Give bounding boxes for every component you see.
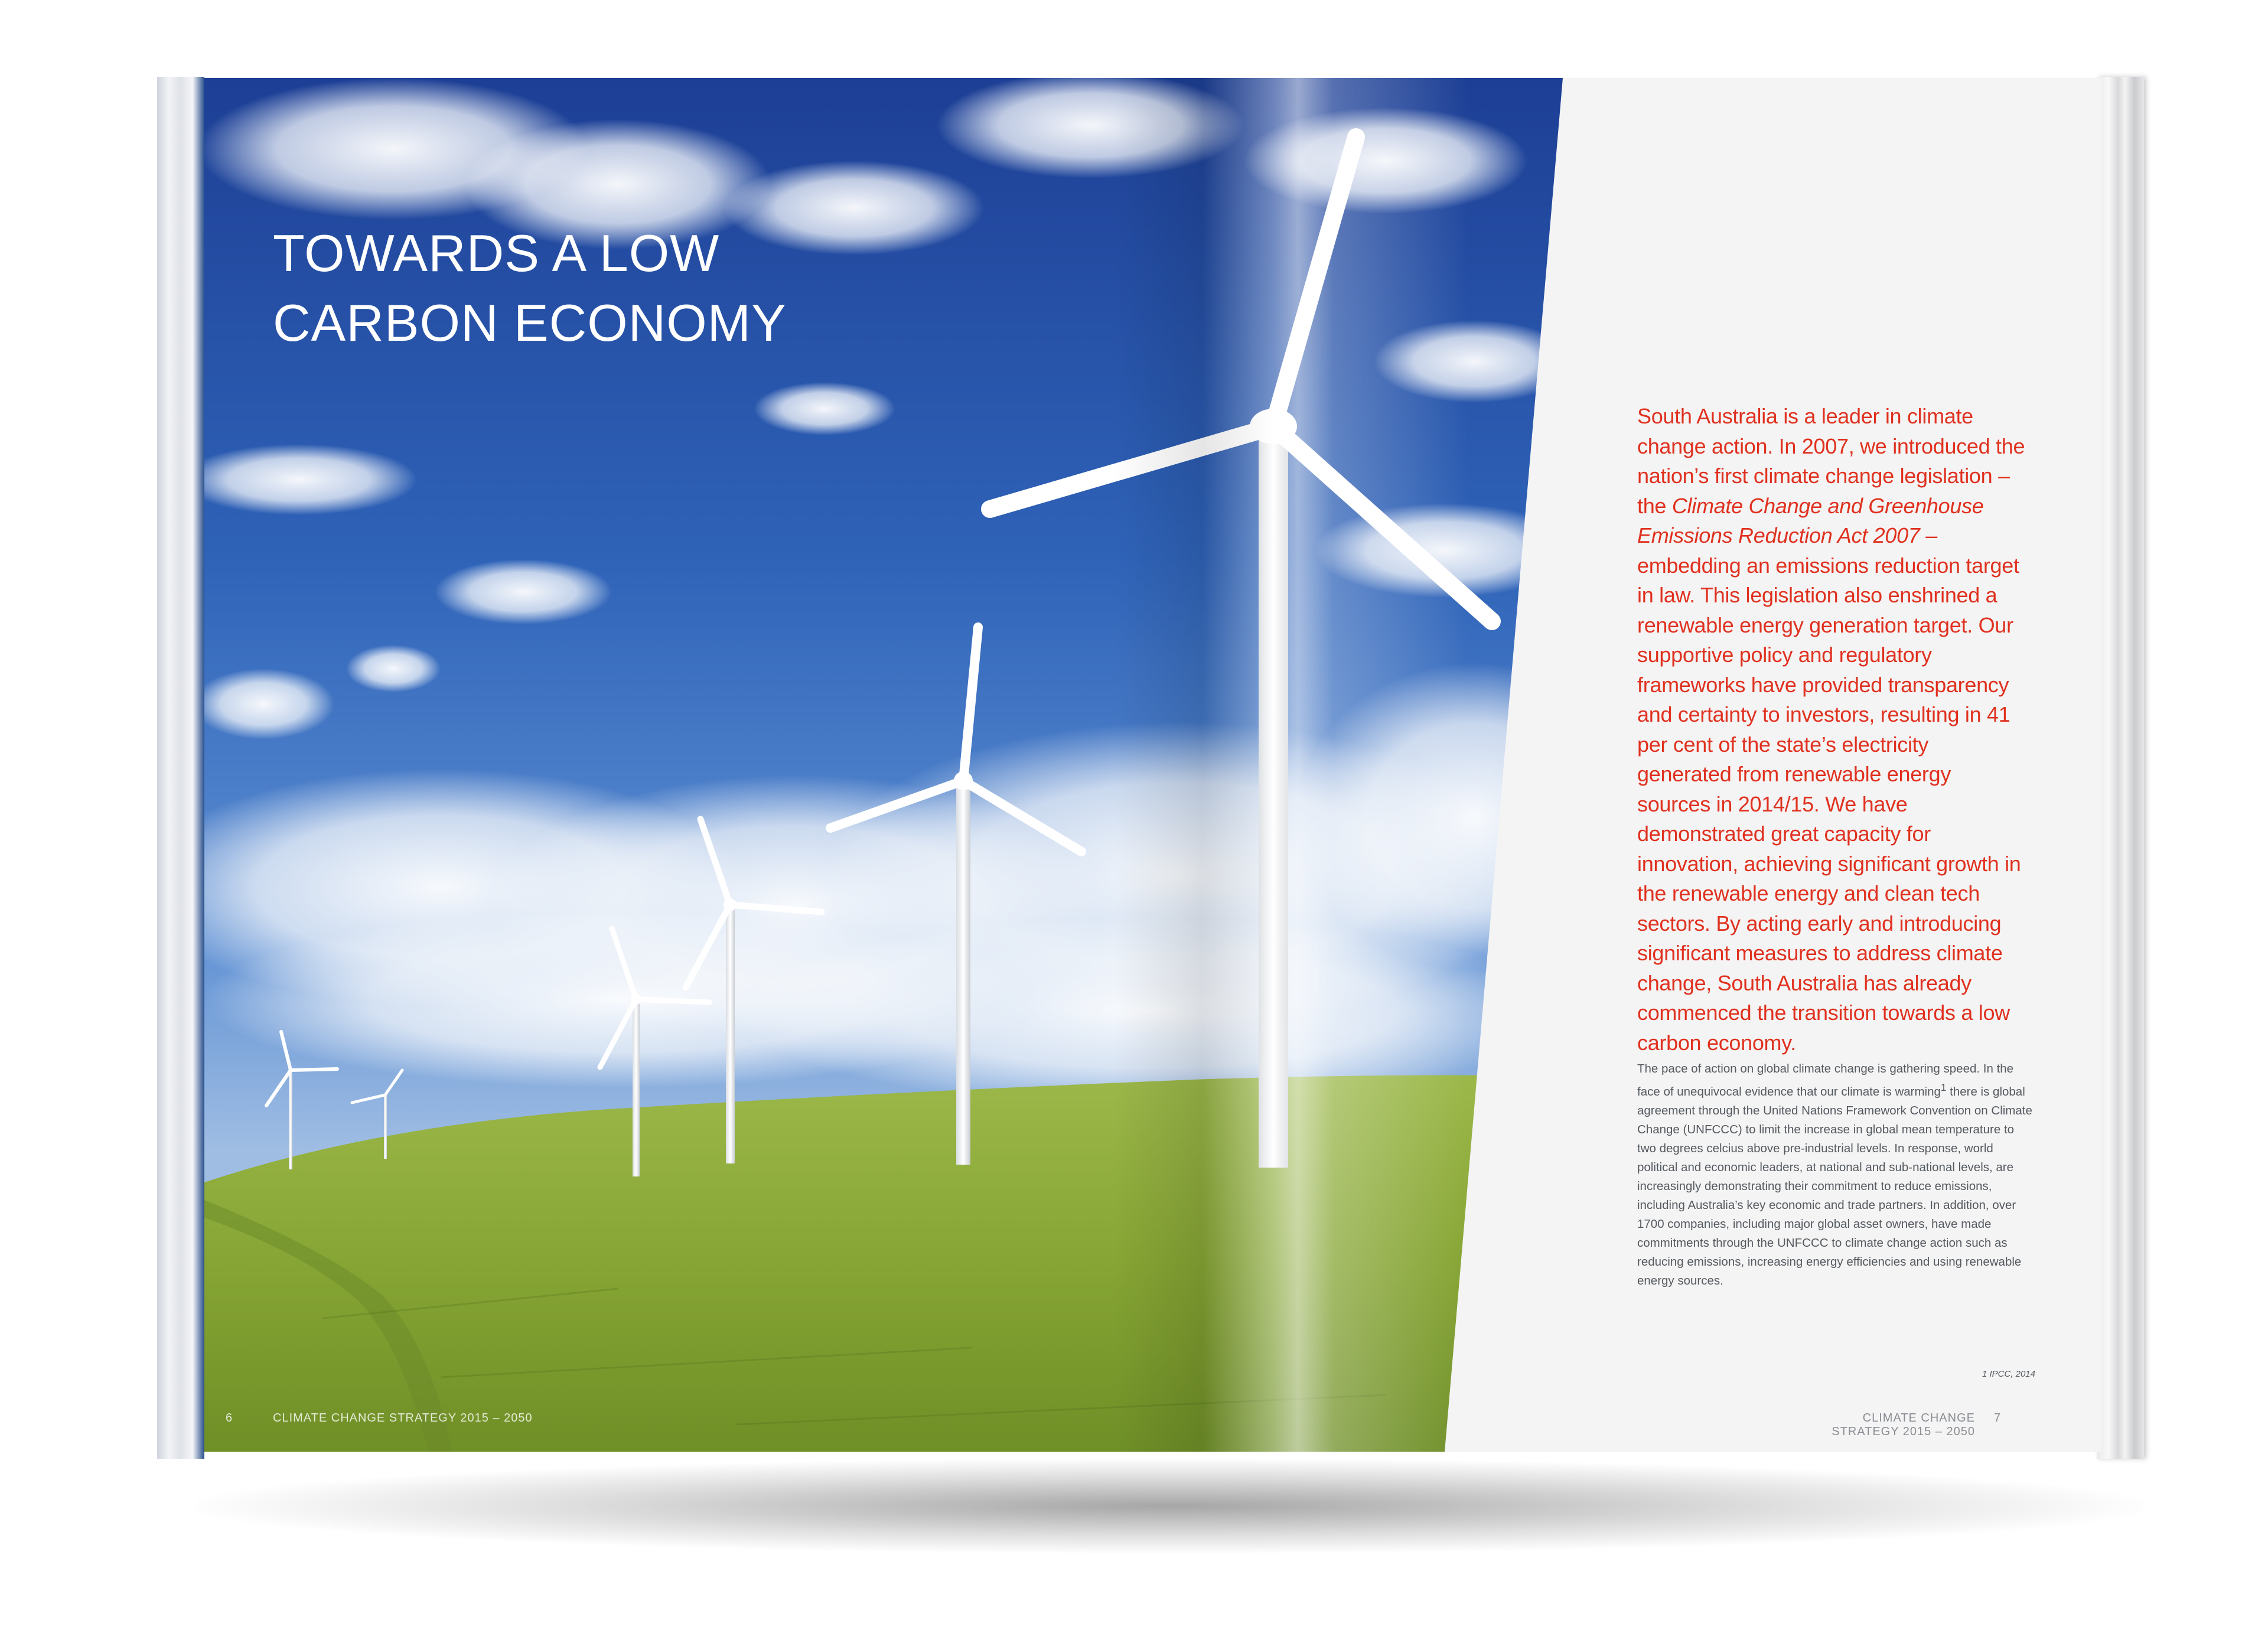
- brochure-spread: [204, 78, 2101, 1452]
- title-line-1: TOWARDS A LOW: [273, 224, 720, 282]
- right-page-number: 7: [1994, 1412, 2001, 1425]
- page-title: [273, 219, 982, 358]
- brochure-shadow: [195, 1459, 2144, 1553]
- body-text-2: there is global agreement through the United Nations Framework Convention on Climate Change (UNFCCC) to limit the increase in global mean temperature to two degrees celcius above pre-industrial levels. In response, world political and economic leaders, at national and sub-national levels, are increasingly demonstrating their commitment to reduce emissions, including Australia’s key economic and trade partners. In addition, over 1700 companies, including major global asset owners, have made commitments through the UNFCCC to climate change action such as reducing emissions, increasing energy efficiencies and using renewable energy sources.: [1637, 1084, 2032, 1288]
- footnote-reference: 1: [1940, 1082, 1947, 1093]
- right-page-edges: [2097, 77, 2144, 1459]
- title-line-2: CARBON ECONOMY: [273, 294, 787, 352]
- right-running-title: CLIMATE CHANGE STRATEGY 2015 – 2050: [1832, 1412, 1975, 1438]
- lead-paragraph: [1637, 402, 2027, 1058]
- left-page-number: 6: [226, 1412, 233, 1425]
- left-page-edges: [157, 77, 204, 1459]
- act-title: Climate Change and Greenhouse Emissions Reduction Act 2007: [1637, 493, 1984, 547]
- body-text-1: The pace of action on global climate change is gathering speed. In the face of unequivocal evidence that our climate is warming: [1637, 1062, 2014, 1099]
- lead-text-2: – embedding an emissions reduction target in law. This legislation also enshrined a renewable energy generation target. Our supportive policy and regulatory frameworks have provided transparency and certainty to investors, resulting in 41 per cent of the state’s electricity generated from renewable energy sources in 2014/15. We have demonstrated great capacity for innovation, achieving significant growth in the renewable energy and clean tech sectors. By acting early and introducing significant measures to address climate change, South Australia has already commenced the transition towards a low carbon economy.: [1637, 523, 2021, 1055]
- lead-text-1: South Australia is a leader in climate change action. In 2007, we introduced the nation’s first climate change legislation – the: [1637, 404, 2025, 518]
- body-paragraph: [1637, 1060, 2033, 1290]
- footnote: 1 IPCC, 2014: [1982, 1369, 2035, 1379]
- left-running-title: CLIMATE CHANGE STRATEGY 2015 – 2050: [273, 1412, 533, 1425]
